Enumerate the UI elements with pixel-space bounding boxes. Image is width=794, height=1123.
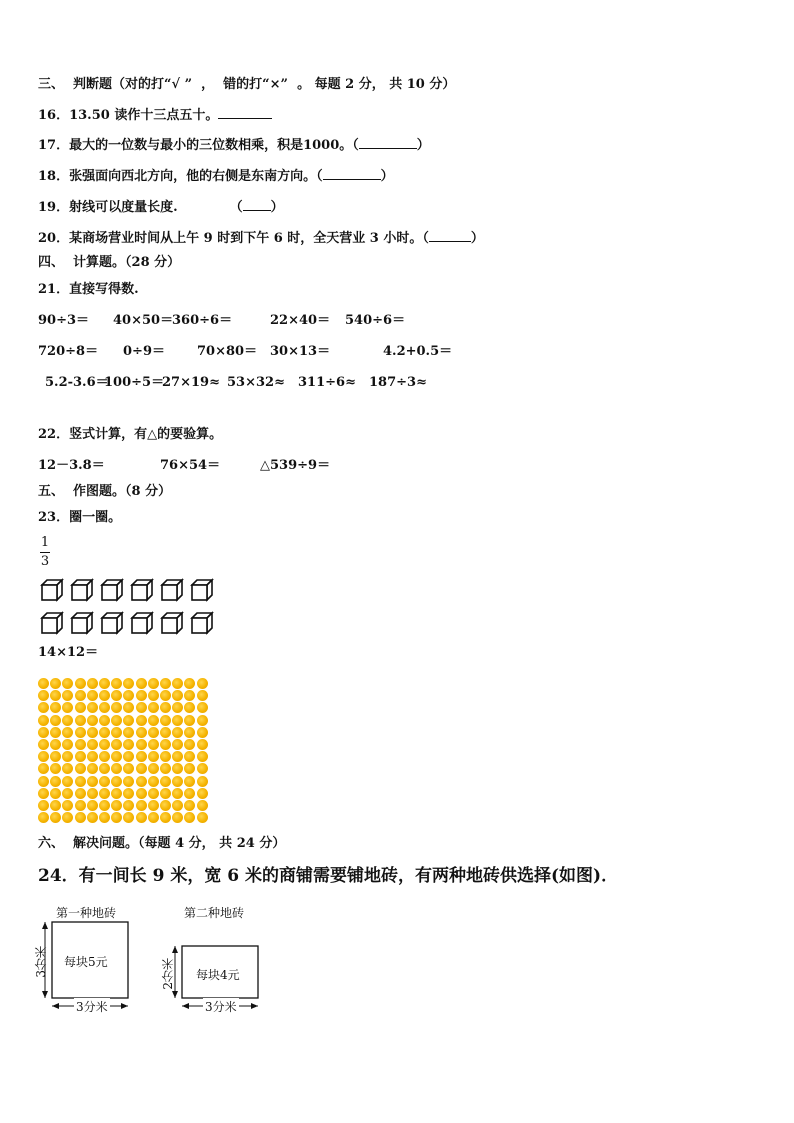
orange-dot: [148, 690, 159, 701]
orange-dot: [197, 702, 208, 713]
orange-dot: [172, 776, 183, 787]
orange-dot: [197, 800, 208, 811]
cube-icon: [70, 611, 94, 635]
orange-dot: [50, 800, 61, 811]
orange-dot: [172, 788, 183, 799]
orange-dot: [62, 751, 73, 762]
orange-dot: [111, 788, 122, 799]
orange-dot: [184, 690, 195, 701]
orange-dot: [148, 812, 159, 823]
dot-array: [38, 678, 210, 826]
orange-dot: [50, 763, 61, 774]
orange-dot: [197, 727, 208, 738]
orange-dot: [87, 751, 98, 762]
answer-blank-19[interactable]: [243, 198, 271, 211]
question-19: [38, 198, 284, 216]
orange-dot: [148, 678, 159, 689]
question-18: [38, 167, 394, 185]
orange-dot: [123, 788, 134, 799]
cube-icon: [160, 578, 184, 602]
orange-dot: [123, 751, 134, 762]
question-19-text: 19．射线可以度量长度.: [38, 200, 178, 215]
question-21: 21．直接写得数.: [38, 282, 139, 297]
orange-dot: [87, 788, 98, 799]
orange-dot: [148, 702, 159, 713]
orange-dot: [123, 678, 134, 689]
orange-dot: [172, 812, 183, 823]
orange-dot: [197, 690, 208, 701]
orange-dot: [197, 776, 208, 787]
orange-dot: [197, 739, 208, 750]
orange-dot: [38, 702, 49, 713]
orange-dot: [87, 776, 98, 787]
orange-dot: [172, 763, 183, 774]
open-paren: （: [229, 200, 243, 215]
orange-dot: [75, 690, 86, 701]
orange-dot: [111, 800, 122, 811]
cube-icon: [190, 578, 214, 602]
orange-dot: [111, 678, 122, 689]
orange-dot: [50, 739, 61, 750]
orange-dot: [184, 763, 195, 774]
orange-dot: [62, 739, 73, 750]
question-23: 23．圈一圈。: [38, 510, 122, 525]
calc-item: 40×50＝: [113, 313, 174, 328]
tile-2-height: 2分米: [161, 958, 175, 990]
orange-dot: [184, 776, 195, 787]
orange-dot: [50, 702, 61, 713]
fraction-denominator: 3: [40, 554, 50, 569]
answer-blank-16[interactable]: [218, 106, 272, 119]
orange-dot: [75, 715, 86, 726]
orange-dot: [184, 751, 195, 762]
orange-dot: [111, 739, 122, 750]
close-paren: ）: [470, 231, 484, 246]
orange-dot: [75, 739, 86, 750]
arrow-up-icon: [42, 922, 48, 929]
orange-dot: [38, 678, 49, 689]
orange-dot: [99, 812, 110, 823]
orange-dot: [75, 702, 86, 713]
orange-dot: [136, 763, 147, 774]
product-label: 14×12＝: [38, 645, 99, 660]
orange-dot: [172, 690, 183, 701]
calc-item: 12－3.8＝: [38, 458, 105, 473]
orange-dot: [136, 690, 147, 701]
orange-dot: [99, 702, 110, 713]
orange-dot: [184, 788, 195, 799]
orange-dot: [172, 715, 183, 726]
calc-item: 311÷6≈: [298, 375, 356, 390]
orange-dot: [87, 739, 98, 750]
orange-dot: [87, 678, 98, 689]
orange-dot: [75, 776, 86, 787]
orange-dot: [172, 678, 183, 689]
orange-dot: [50, 812, 61, 823]
tile-2-width: 3分米: [205, 1000, 237, 1014]
orange-dot: [160, 690, 171, 701]
orange-dot: [99, 739, 110, 750]
orange-dot: [87, 715, 98, 726]
orange-dot: [148, 727, 159, 738]
calc-item: 187÷3≈: [369, 375, 427, 390]
orange-dot: [136, 739, 147, 750]
orange-dot: [123, 763, 134, 774]
orange-dot: [75, 678, 86, 689]
orange-dot: [172, 739, 183, 750]
calc-item: 22×40＝: [270, 313, 331, 328]
orange-dot: [50, 751, 61, 762]
calc-item: 0÷9＝: [123, 344, 165, 359]
orange-dot: [62, 763, 73, 774]
question-17-text: 17．最大的一位数与最小的三位数相乘，积是1000。（: [38, 138, 359, 153]
orange-dot: [160, 715, 171, 726]
orange-dot: [160, 763, 171, 774]
orange-dot: [38, 715, 49, 726]
orange-dot: [87, 812, 98, 823]
orange-dot: [123, 739, 134, 750]
orange-dot: [75, 812, 86, 823]
orange-dot: [136, 812, 147, 823]
cube-icon: [40, 578, 64, 602]
orange-dot: [87, 727, 98, 738]
orange-dot: [50, 678, 61, 689]
calc-item: 70×80＝: [197, 344, 258, 359]
orange-dot: [184, 715, 195, 726]
orange-dot: [123, 776, 134, 787]
cube-icon: [190, 611, 214, 635]
orange-dot: [38, 739, 49, 750]
orange-dot: [50, 715, 61, 726]
orange-dot: [87, 800, 98, 811]
orange-dot: [184, 812, 195, 823]
orange-dot: [197, 751, 208, 762]
arrow-down-icon: [172, 991, 178, 998]
orange-dot: [111, 776, 122, 787]
orange-dot: [148, 751, 159, 762]
orange-dot: [38, 800, 49, 811]
tile-1-price: 每块5元: [64, 955, 108, 969]
cube-icon: [70, 578, 94, 602]
orange-dot: [184, 739, 195, 750]
orange-dot: [136, 800, 147, 811]
orange-dot: [62, 727, 73, 738]
orange-dot: [136, 776, 147, 787]
close-paren: ）: [380, 169, 394, 184]
orange-dot: [197, 812, 208, 823]
question-16-text: 16．13.50 读作十三点五十。: [38, 108, 219, 123]
tile-2-price: 每块4元: [196, 968, 240, 982]
answer-blank-18[interactable]: [323, 167, 381, 180]
arrow-left-icon: [52, 1003, 59, 1009]
calc-item: 53×32≈: [227, 375, 285, 390]
orange-dot: [160, 727, 171, 738]
orange-dot: [50, 690, 61, 701]
calc-item: 5.2-3.6＝: [45, 375, 109, 390]
answer-blank-17[interactable]: [359, 136, 417, 149]
orange-dot: [123, 812, 134, 823]
orange-dot: [99, 788, 110, 799]
calc-item: 540÷6＝: [345, 313, 406, 328]
tile-1-height: 3分米: [34, 946, 48, 978]
orange-dot: [136, 678, 147, 689]
orange-dot: [50, 788, 61, 799]
orange-dot: [111, 702, 122, 713]
cube-icon: [100, 578, 124, 602]
orange-dot: [172, 751, 183, 762]
orange-dot: [75, 727, 86, 738]
orange-dot: [160, 788, 171, 799]
orange-dot: [111, 763, 122, 774]
orange-dot: [99, 690, 110, 701]
orange-dot: [136, 788, 147, 799]
orange-dot: [172, 727, 183, 738]
orange-dot: [184, 800, 195, 811]
question-16: [38, 106, 272, 124]
calc-item: 27×19≈: [162, 375, 220, 390]
orange-dot: [62, 788, 73, 799]
close-paren: ）: [270, 200, 284, 215]
orange-dot: [172, 800, 183, 811]
section-3-title: 三、 判断题（对的打“√ ” ， 错的打“×” 。 每题 2 分， 共 10 分）: [38, 77, 456, 92]
orange-dot: [99, 751, 110, 762]
orange-dot: [50, 776, 61, 787]
cube-icon: [130, 611, 154, 635]
arrow-up-icon: [172, 946, 178, 953]
orange-dot: [99, 678, 110, 689]
question-20-text: 20．某商场营业时间从上午 9 时到下午 6 时，全天营业 3 小时。（: [38, 231, 429, 246]
tile-1-width: 3分米: [76, 1000, 108, 1014]
orange-dot: [123, 690, 134, 701]
question-17: [38, 136, 430, 154]
orange-dot: [160, 678, 171, 689]
orange-dot: [62, 678, 73, 689]
orange-dot: [148, 800, 159, 811]
orange-dot: [197, 715, 208, 726]
cube-icon: [40, 611, 64, 635]
orange-dot: [148, 763, 159, 774]
fraction-numerator: 1: [40, 535, 50, 550]
orange-dot: [38, 690, 49, 701]
orange-dot: [197, 763, 208, 774]
orange-dot: [99, 715, 110, 726]
orange-dot: [99, 776, 110, 787]
orange-dot: [62, 715, 73, 726]
orange-dot: [160, 751, 171, 762]
orange-dot: [38, 812, 49, 823]
orange-dot: [75, 788, 86, 799]
orange-dot: [111, 751, 122, 762]
cube-icon: [130, 578, 154, 602]
orange-dot: [172, 702, 183, 713]
arrow-left-icon: [182, 1003, 189, 1009]
orange-dot: [99, 763, 110, 774]
orange-dot: [197, 678, 208, 689]
orange-dot: [38, 751, 49, 762]
calc-item: 360÷6＝: [172, 313, 233, 328]
orange-dot: [123, 702, 134, 713]
calc-item: 720÷8＝: [38, 344, 99, 359]
orange-dot: [123, 715, 134, 726]
cube-icon: [100, 611, 124, 635]
orange-dot: [111, 812, 122, 823]
orange-dot: [123, 727, 134, 738]
orange-dot: [99, 727, 110, 738]
orange-dot: [62, 690, 73, 701]
cube-icon: [160, 611, 184, 635]
orange-dot: [111, 727, 122, 738]
close-paren: ）: [416, 138, 430, 153]
question-20: [38, 229, 484, 247]
orange-dot: [75, 800, 86, 811]
orange-dot: [184, 678, 195, 689]
orange-dot: [197, 788, 208, 799]
orange-dot: [111, 715, 122, 726]
orange-dot: [148, 739, 159, 750]
orange-dot: [87, 702, 98, 713]
orange-dot: [62, 812, 73, 823]
arrow-right-icon: [121, 1003, 128, 1009]
tile-2-title: 第二种地砖: [184, 906, 245, 920]
arrow-down-icon: [42, 991, 48, 998]
orange-dot: [148, 788, 159, 799]
orange-dot: [62, 800, 73, 811]
calc-item: 100÷5＝: [104, 375, 165, 390]
answer-blank-20[interactable]: [429, 229, 471, 242]
section-5-title: 五、 作图题。（8 分）: [38, 484, 172, 499]
orange-dot: [111, 690, 122, 701]
orange-dot: [75, 751, 86, 762]
orange-dot: [38, 763, 49, 774]
orange-dot: [160, 739, 171, 750]
orange-dot: [38, 776, 49, 787]
orange-dot: [87, 763, 98, 774]
orange-dot: [38, 727, 49, 738]
calc-item: 4.2+0.5＝: [383, 344, 453, 359]
calc-item: 90÷3＝: [38, 313, 90, 328]
orange-dot: [160, 776, 171, 787]
fraction-one-third: [40, 536, 50, 569]
orange-dot: [136, 715, 147, 726]
calc-item: △539÷9＝: [260, 458, 331, 473]
question-22: 22．竖式计算，有△的要验算。: [38, 427, 223, 442]
section-4-title: 四、 计算题。（28 分）: [38, 255, 181, 270]
orange-dot: [75, 763, 86, 774]
orange-dot: [136, 751, 147, 762]
orange-dot: [87, 690, 98, 701]
orange-dot: [136, 727, 147, 738]
orange-dot: [148, 715, 159, 726]
orange-dot: [184, 702, 195, 713]
orange-dot: [62, 776, 73, 787]
question-18-text: 18．张强面向西北方向，他的右侧是东南方向。（: [38, 169, 323, 184]
question-24: 24．有一间长 9 米，宽 6 米的商铺需要铺地砖，有两种地砖供选择(如图)．: [38, 866, 619, 886]
orange-dot: [62, 702, 73, 713]
orange-dot: [38, 788, 49, 799]
orange-dot: [160, 812, 171, 823]
orange-dot: [50, 727, 61, 738]
section-6-title: 六、 解决问题。（每题 4 分， 共 24 分）: [38, 836, 286, 851]
orange-dot: [160, 702, 171, 713]
tile-1-title: 第一种地砖: [56, 906, 117, 920]
orange-dot: [99, 800, 110, 811]
orange-dot: [123, 800, 134, 811]
orange-dot: [136, 702, 147, 713]
calc-item: 76×54＝: [160, 458, 221, 473]
orange-dot: [148, 776, 159, 787]
calc-item: 30×13＝: [270, 344, 331, 359]
orange-dot: [184, 727, 195, 738]
orange-dot: [160, 800, 171, 811]
arrow-right-icon: [251, 1003, 258, 1009]
